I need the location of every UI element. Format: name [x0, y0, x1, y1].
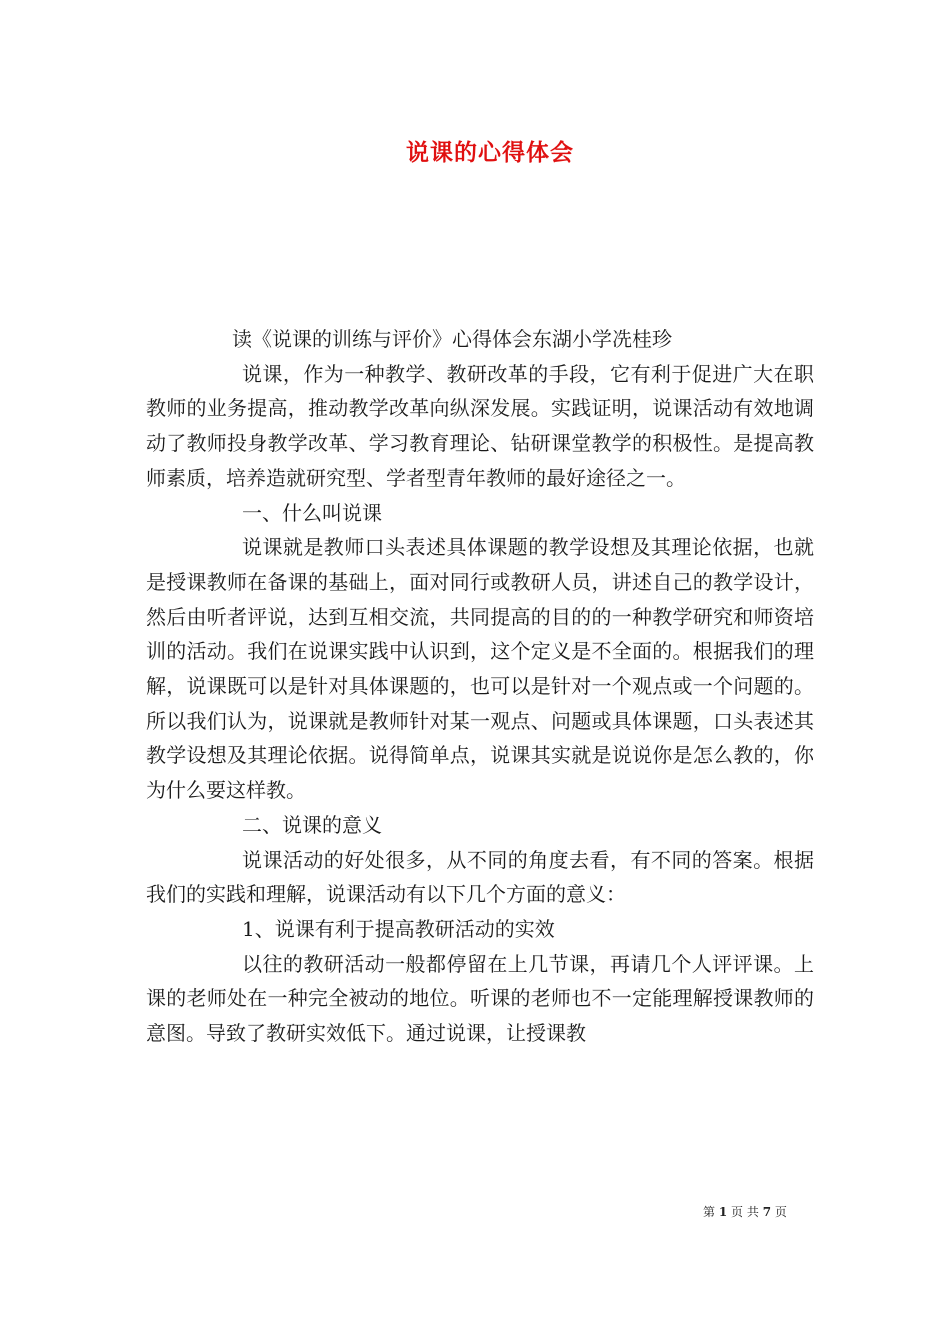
document-subtitle: 读《说课的训练与评价》心得体会东湖小学冼桂珍 — [232, 327, 672, 351]
current-page-number: 1 — [718, 1205, 728, 1219]
page-number-footer — [703, 1203, 787, 1220]
document-body — [146, 322, 814, 1051]
paragraph-meaning: 说课活动的好处很多，从不同的角度去看，有不同的答案。根据我们的实践和理解，说课活动有以下几个方面的意义： — [146, 847, 814, 907]
paragraph-intro: 说课，作为一种教学、教研改革的手段，它有利于促进广大在职教师的业务提高，推动教学改革向纵深发展。实践证明，说课活动有效地调动了教师投身教学改革、学习教育理论、钻研课堂教学的积极性。是提高教师素质，培养造就研究型、学者型青年教师的最好途径之一。 — [146, 361, 814, 490]
page-title: 说课的心得体会 — [406, 139, 574, 166]
total-pages-number: 7 — [762, 1205, 772, 1219]
section-heading-meaning: 二、说课的意义 — [242, 812, 382, 837]
section-heading-what-is: 一、什么叫说课 — [242, 500, 382, 525]
footer-middle: 页 共 — [731, 1205, 759, 1219]
subsection-heading-1: 1、说课有利于提高教研活动的实效 — [242, 916, 555, 941]
paragraph-research-activity: 以往的教研活动一般都停留在上几节课，再请几个人评评课。上课的老师处在一种完全被动的地位。听课的老师也不一定能理解授课教师的意图。导致了教研实效低下。通过说课，让授课教 — [146, 951, 814, 1046]
footer-suffix: 页 — [774, 1205, 787, 1219]
footer-prefix: 第 — [703, 1205, 716, 1219]
paragraph-definition: 说课就是教师口头表述具体课题的教学设想及其理论依据，也就是授课教师在备课的基础上，面对同行或教研人员，讲述自己的教学设计，然后由听者评说，达到互相交流，共同提高的目的的一种教学研究和师资培训的活动。我们在说课实践中认识到，这个定义是不全面的。根据我们的理解，说课既可以是针对具体课题的，也可以是针对一个观点或一个问题的。所以我们认为，说课就是教师针对某一观点、问题或具体课题，口头表述其教学设想及其理论依据。说得简单点，说课其实就是说说你是怎么教的，你为什么要这样教。 — [146, 535, 814, 803]
